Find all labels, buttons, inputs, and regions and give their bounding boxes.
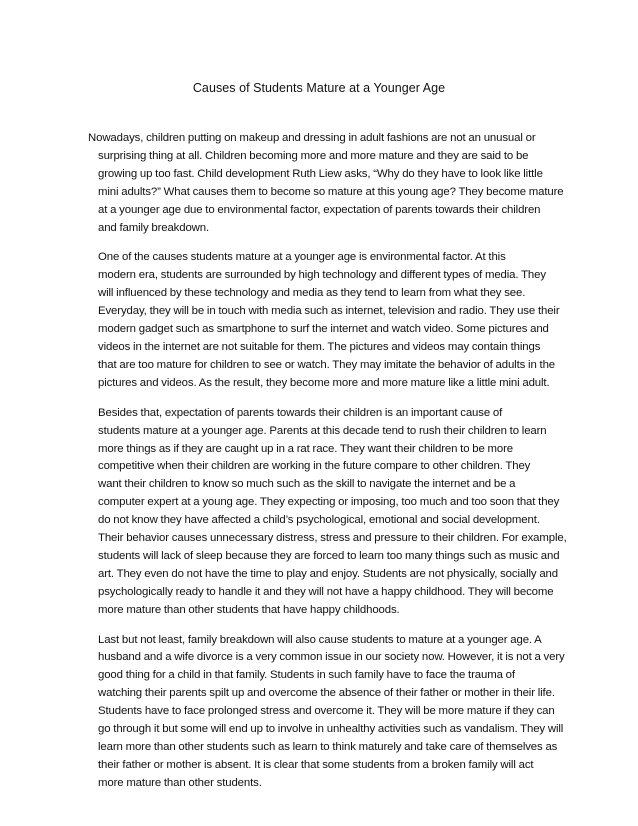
paragraph-line: at a younger age due to environmental factor, expectation of parents towards their children [98,203,541,216]
paragraph-line: Nowadays, children putting on makeup and dressing in adult fashions are not an unusual or [88,132,536,144]
paragraph-line: pictures and videos. As the result, they become more and more mature like a little mini adult. [98,376,550,389]
paragraph-line: watching their parents spilt up and overcome the absence of their father or mother in their life. [98,687,555,700]
paragraph-environmental-factor [76,249,566,392]
paragraph-line: modern era, students are surrounded by high technology and different types of media. They [98,269,546,282]
paragraph-line: students will lack of sleep because they are forced to learn too many things such as music and [98,549,560,562]
paragraph-parent-expectations [76,405,566,620]
paragraph-line: will influenced by these technology and media as they tend to learn from what they see. [98,287,526,300]
page-title: Causes of Students Mature at a Younger Age [192,81,446,95]
paragraph-line: more things as if they are caught up in a rat race. They want their children to be more [98,442,514,455]
paragraph-line: good thing for a child in that family. Students in such family have to face the trauma of [98,669,515,682]
paragraph-line: go through it but some will end up to involve in unhealthy activities such as vandalism. They will [98,723,564,736]
paragraph-line: competitive when their children are working in the future compare to other children. They [98,460,531,473]
paragraph-line: that are too mature for children to see or watch. They may imitate the behavior of adults in the [98,358,555,371]
document-body [76,130,566,805]
paragraph-line: surprising thing at all. Children becoming more and more mature and they are said to be [98,149,529,162]
paragraph-line: videos in the internet are not suitable for them. The pictures and videos may contain things [98,340,541,353]
paragraph-line: students mature at a younger age. Parents at this decade tend to rush their children to learn [98,424,547,437]
paragraph-line: computer expert at a young age. They expecting or imposing, too much and too soon that they [98,496,560,509]
paragraph-line: mini adults?” What causes them to become so mature at this young age? They become mature [98,185,564,198]
paragraph-line: psychologically ready to handle it and they will not have a happy childhood. They will become [98,585,554,598]
paragraph-line: One of the causes students mature at a younger age is environmental factor. At this [98,251,506,264]
paragraph-line: modern gadget such as smartphone to surf the internet and watch video. Some pictures and [98,323,549,336]
paragraph-line: Students have to face prolonged stress and overcome it. They will be more mature if they can [98,705,555,718]
paragraph-line: more mature than other students that have happy childhoods. [98,603,400,616]
paragraph-line: do not know they have affected a child’s psychological, emotional and social development. [98,514,540,527]
paragraph-line: Besides that, expectation of parents towards their children is an important cause of [98,406,503,419]
paragraph-line: Last but not least, family breakdown will also cause students to mature at a younger age. A [98,633,542,646]
paragraph-line: learn more than other students such as learn to think maturely and take care of themselves as [98,741,558,753]
paragraph-line: Everyday, they will be in touch with media such as internet, television and radio. They use their [98,305,560,318]
paragraph-line: want their children to know so much such as the skill to navigate the internet and be a [98,478,516,491]
paragraph-line: art. They even do not have the time to play and enjoy. Students are not physically, socially and [98,567,558,580]
paragraph-line: growing up too fast. Child development Ruth Liew asks, “Why do they have to look like little [98,167,543,180]
paragraph-family-breakdown [76,632,566,793]
paragraph-line: and family breakdown. [98,221,210,234]
paragraph-line: Their behavior causes unnecessary distress, stress and pressure to their children. For example, [98,532,567,545]
paragraph-line: more mature than other students. [98,776,262,789]
paragraph-line: their father or mother is absent. It is clear that some students from a broken family will act [98,758,534,771]
paragraph-line: husband and a wife divorce is a very common issue in our society now. However, it is not a very [98,651,565,664]
paragraph-intro [76,130,566,237]
